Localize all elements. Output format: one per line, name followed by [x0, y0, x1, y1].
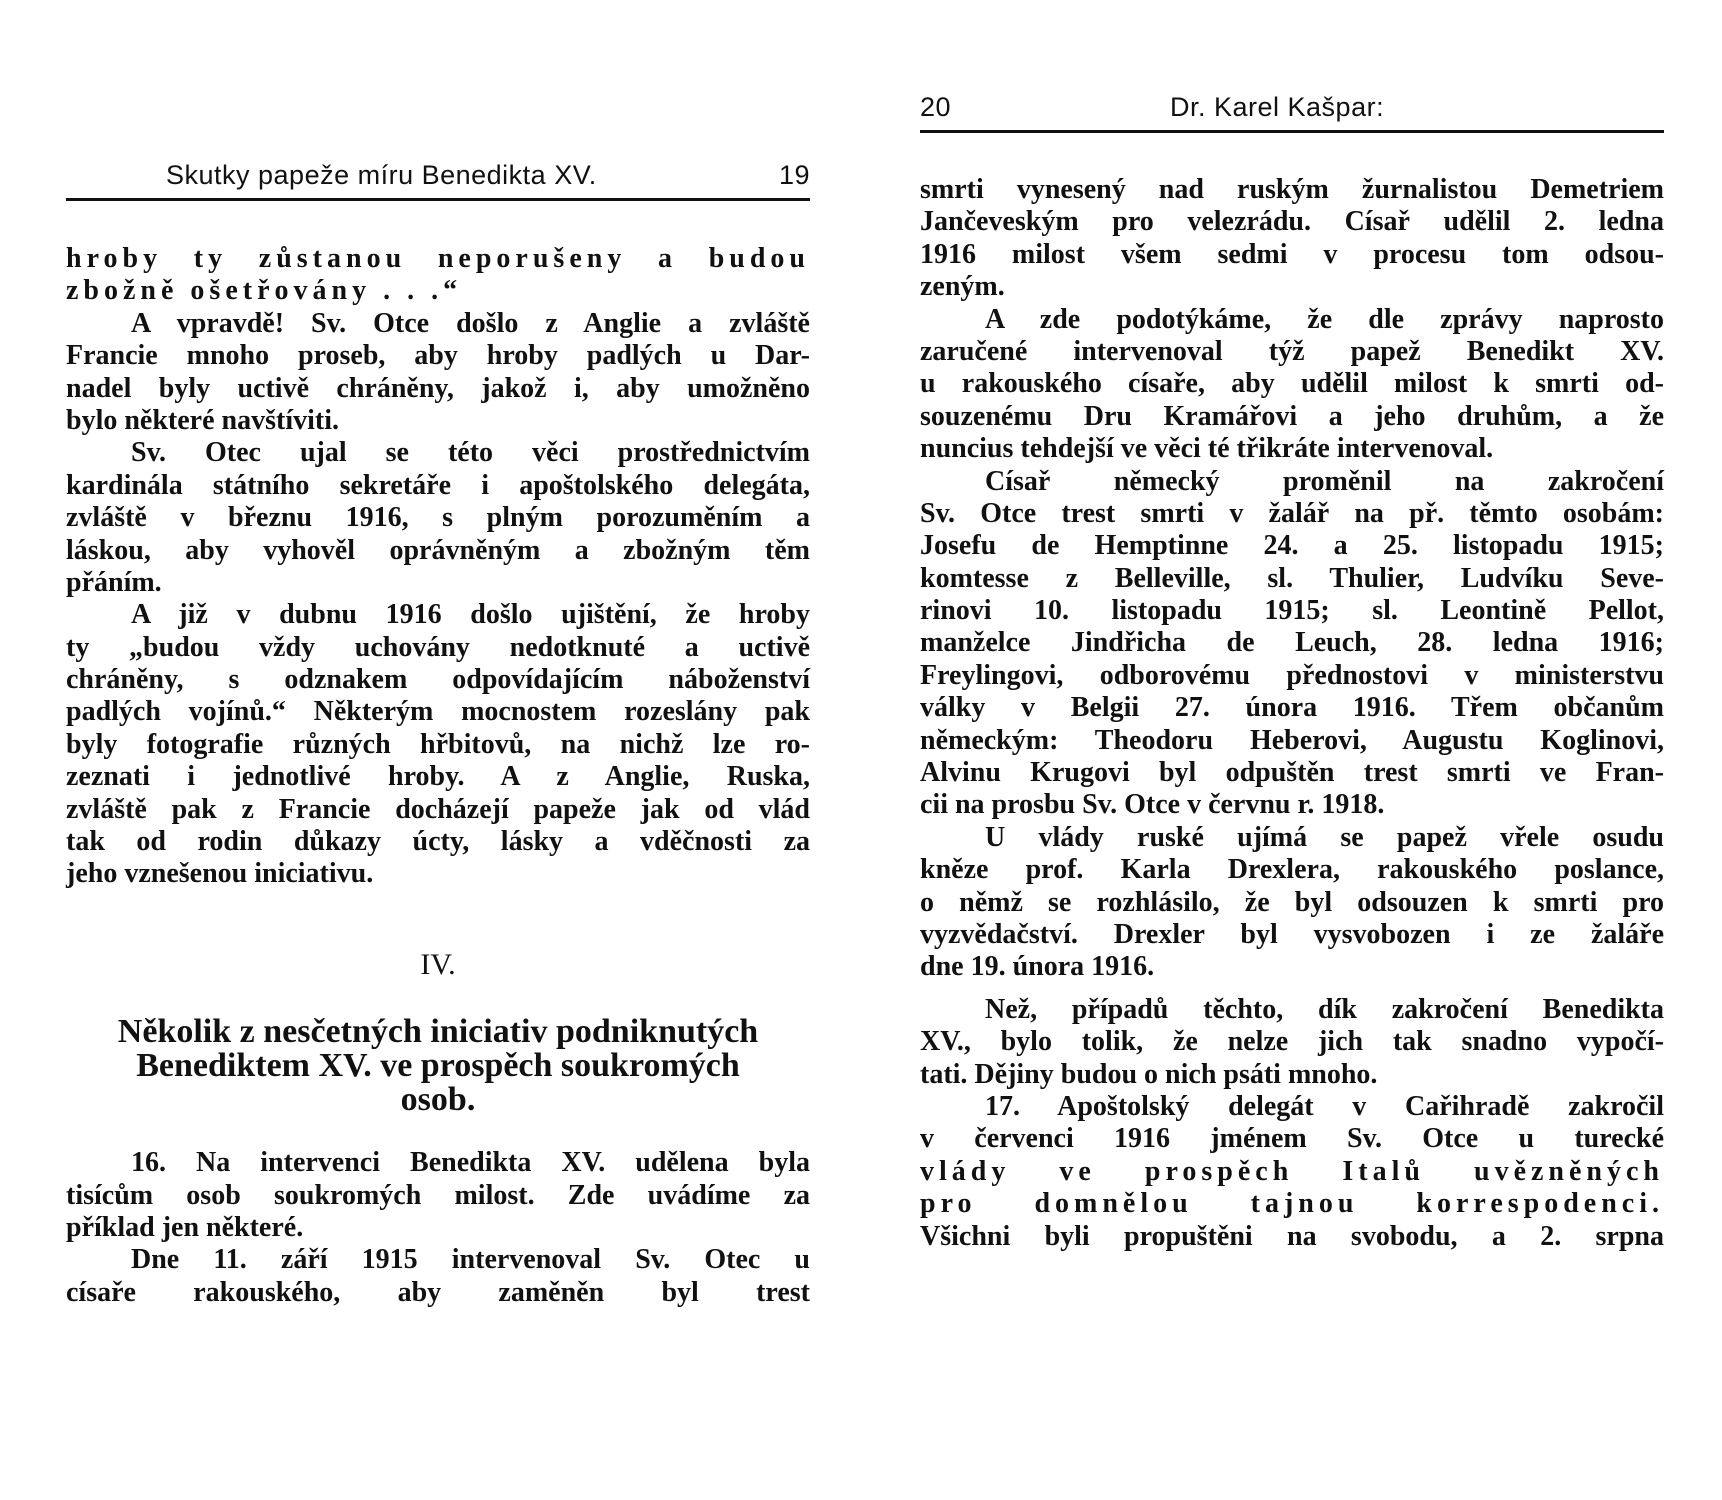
text-line: Francie mnoho proseb, aby hroby padlých u Dar-	[66, 340, 810, 372]
section-title-line: Benediktem XV. ve prospěch soukromých	[136, 1047, 740, 1085]
text-line: Než, případů těchto, dík zakročení Benedikta	[985, 993, 1664, 1025]
text-line: Alvinu Krugovi byl odpuštěn trest smrti ve Fran-	[920, 757, 1664, 789]
text-line: císaře rakouského, aby zaměněn byl trest	[66, 1276, 810, 1308]
section-number: IV.	[420, 947, 456, 981]
text-line: nuncius tehdejší ve věci té třikráte intervenoval.	[920, 433, 1494, 465]
text-line: 16. Na intervenci Benedikta XV. udělena byla	[131, 1147, 810, 1179]
text-line: byly fotografie různých hřbitovů, na nichž lze ro-	[66, 728, 810, 760]
text-line: bylo některé navštíviti.	[66, 404, 339, 436]
text-line: Sv. Otce trest smrti v žalář na př. těmto osobám:	[920, 497, 1664, 529]
right-page-number: 20	[920, 92, 952, 122]
text-line: smrti vynesený nad ruským žurnalistou Demetriem	[920, 174, 1664, 205]
text-line: A již v dubnu 1916 došlo ujištění, že hroby	[131, 599, 810, 631]
text-line: A zde podotýkáme, že dle zprávy naprosto	[985, 303, 1664, 335]
section-title-line: Několik z nesčetných iniciativ podniknutých	[117, 1013, 759, 1051]
left-body-text	[66, 243, 810, 1309]
text-line: německým: Theodoru Heberovi, Augustu Koglinovi,	[920, 724, 1664, 756]
left-page-number: 19	[778, 160, 810, 190]
text-line: zvláště pak z Francie docházejí papeže jak od vlád	[66, 793, 810, 825]
text-line: zeným.	[920, 271, 1005, 303]
text-line: tak od rodin důkazy úcty, lásky a vděčnosti za	[66, 826, 810, 858]
text-line: Císař německý proměnil na zakročení	[985, 465, 1664, 497]
text-line: Jančeveským pro velezrádu. Císař udělil 2. ledna	[920, 206, 1664, 238]
text-line: U vlády ruské ujímá se papež vřele osudu	[985, 821, 1664, 853]
text-line: A vpravdě! Sv. Otce došlo z Anglie a zvláště	[131, 307, 810, 339]
text-line: Freylingovi, odborovému přednostovi v ministerstvu	[920, 659, 1664, 691]
text-line: Sv. Otec ujal se této věci prostřednictvím	[131, 437, 810, 469]
text-line: láskou, aby vyhověl oprávněným a zbožným těm	[66, 534, 810, 566]
text-line: hroby ty zůstanou neporušeny a budou	[66, 243, 810, 274]
text-line: ty „budou vždy uchovány nedotknuté a uctivě	[66, 631, 810, 663]
right-paragraphs	[920, 174, 1664, 1253]
text-line: komtesse z Belleville, sl. Thulier, Ludvíku Seve-	[920, 562, 1664, 594]
text-line: vlády ve prospěch Italů uvězněných	[920, 1155, 1664, 1187]
text-line: jeho vznešenou iniciativu.	[66, 858, 374, 890]
left-running-head	[66, 160, 810, 201]
text-line: 17. Apoštolský delegát v Cařihradě zakročil	[985, 1090, 1664, 1122]
text-line: rinovi 10. listopadu 1915; sl. Leontině Pellot,	[920, 595, 1664, 627]
text-line: padlých vojínů.“ Některým mocnostem rozeslány pak	[66, 696, 810, 728]
text-line: zeznati i jednotlivé hroby. A z Anglie, Ruska,	[66, 761, 810, 793]
text-line: tati. Dějiny budou o nich psáti mnoho.	[920, 1058, 1378, 1090]
text-line: Dne 11. září 1915 intervenoval Sv. Otec u	[131, 1244, 810, 1276]
text-line: příklad jen některé.	[66, 1212, 304, 1243]
text-line: zvláště v březnu 1916, s plným porozuměním a	[66, 502, 810, 534]
text-line: tisícům osob soukromých milost. Zde uvádíme za	[66, 1179, 810, 1211]
section-title-line: osob.	[400, 1081, 476, 1119]
paragraph-gap	[920, 984, 1664, 994]
text-line: Všichni byli propuštěni na svobodu, a 2. srpna	[920, 1220, 1664, 1252]
text-line: chráněny, s odznakem odpovídajícím náboženství	[66, 664, 810, 696]
section-title	[66, 1015, 810, 1117]
text-line: přáním.	[66, 566, 162, 598]
text-line: zaručené intervenoval týž papež Benedikt XV.	[920, 335, 1664, 367]
text-line: 1916 milost všem sedmi v procesu tom odsou-	[920, 238, 1664, 270]
text-line: o němž se rozhlásilo, že byl odsouzen k smrti pro	[920, 886, 1664, 918]
right-running-head	[920, 92, 1664, 133]
text-line: vyzvědačství. Drexler byl vysvobozen i ze žaláře	[920, 918, 1664, 950]
text-line: souzenému Dru Kramářovi a jeho druhům, a že	[920, 400, 1664, 432]
left-header-title: Skutky papeže míru Benedikta XV.	[166, 160, 597, 190]
text-line: kněze prof. Karla Drexlera, rakouského poslance,	[920, 854, 1664, 886]
text-line: kardinála státního sekretáře i apoštolského delegáta,	[66, 469, 810, 501]
text-line: v červenci 1916 jménem Sv. Otce u turecké	[920, 1123, 1664, 1155]
right-header-title: Dr. Karel Kašpar:	[1170, 92, 1385, 122]
right-body-text	[920, 174, 1664, 1253]
left-paragraphs-after	[66, 1147, 810, 1309]
text-line: pro domnělou tajnou korrespodenci.	[920, 1188, 1664, 1220]
text-line: zbožně ošetřovány . . .“	[66, 275, 463, 307]
text-line: dne 19. února 1916.	[920, 951, 1155, 983]
text-line: nadel byly uctivě chráněny, jakož i, aby umožněno	[66, 372, 810, 404]
text-line: Josefu de Hemptinne 24. a 25. listopadu 1915;	[920, 530, 1664, 562]
text-line: u rakouského císaře, aby udělil milost k smrti od-	[920, 368, 1664, 400]
left-paragraphs	[66, 243, 810, 891]
text-line: války v Belgii 27. února 1916. Třem občanům	[920, 692, 1664, 724]
text-line: XV., bylo tolik, že nelze jich tak snadno vypočí-	[920, 1026, 1664, 1058]
text-line: manželce Jindřicha de Leuch, 28. ledna 1916;	[920, 627, 1664, 659]
text-line: cii na prosbu Sv. Otce v červnu r. 1918.	[920, 789, 1385, 821]
